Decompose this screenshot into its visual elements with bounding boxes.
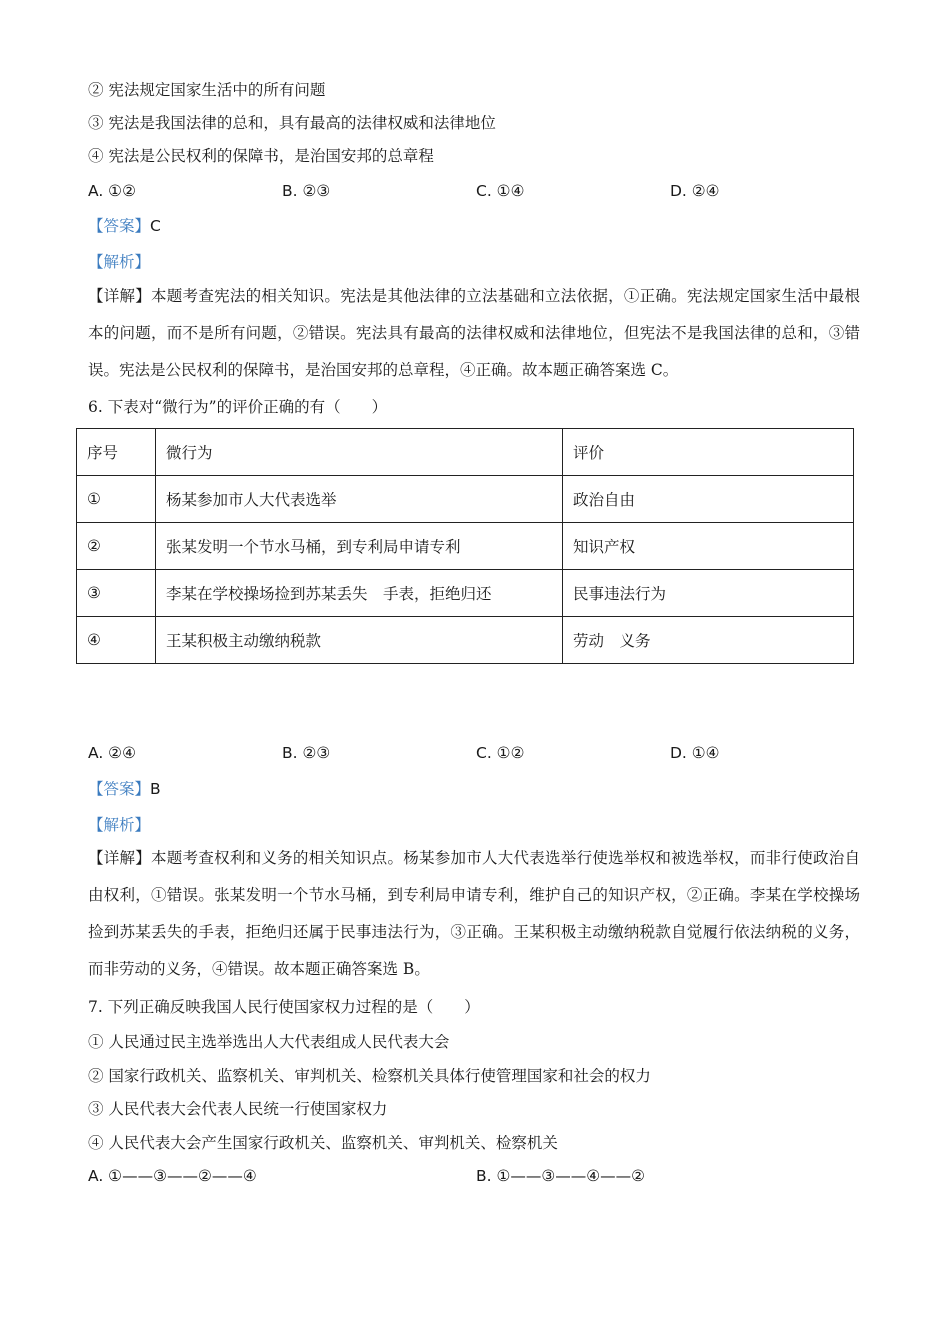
q6-option-a: A. ②④	[88, 744, 136, 762]
table-row	[77, 523, 854, 570]
q6-answer	[88, 778, 161, 800]
q6-stem: 6. 下表对“微行为”的评价正确的有（ ）	[88, 398, 388, 416]
table-cell: ④	[77, 617, 156, 664]
q5-analysis-tag: 【解析】	[88, 253, 151, 271]
table-cell: ②	[77, 523, 156, 570]
q6-answer-value: B	[150, 780, 161, 798]
table-cell: 劳动 义务	[563, 617, 854, 664]
q7-option-a: A. ①——③——②——④	[88, 1167, 257, 1185]
q7-item-1: ① 人民通过民主选举选出人大代表组成人民代表大会	[88, 1033, 450, 1051]
table-cell: 张某发明一个节水马桶，到专利局申请专利	[156, 523, 563, 570]
header-cell: 评价	[563, 429, 854, 476]
q5-option-b: B. ②③	[282, 182, 331, 200]
table-cell: 李某在学校操场捡到苏某丢失 手表，拒绝归还	[156, 570, 563, 617]
q5-item-4: ④ 宪法是公民权利的保障书，是治国安邦的总章程	[88, 147, 434, 165]
q5-option-d: D. ②④	[670, 182, 720, 200]
table-cell: ①	[77, 476, 156, 523]
table-cell: 知识产权	[563, 523, 854, 570]
table-cell: 王某积极主动缴纳税款	[156, 617, 563, 664]
answer-tag: 【答案】	[88, 780, 151, 798]
q6-option-b: B. ②③	[282, 744, 331, 762]
q5-answer-value: C	[150, 217, 161, 235]
table-cell: 民事违法行为	[563, 570, 854, 617]
table-row	[77, 617, 854, 664]
q5-item-3: ③ 宪法是我国法律的总和，具有最高的法律权威和法律地位	[88, 114, 496, 132]
q5-option-c: C. ①④	[476, 182, 525, 200]
q6-option-c: C. ①②	[476, 744, 525, 762]
header-cell: 微行为	[156, 429, 563, 476]
q5-option-a: A. ①②	[88, 182, 136, 200]
q6-detail: 【详解】本题考查权利和义务的相关知识点。杨某参加市人大代表选举行使选举权和被选举权，而非行使政治自由权利，①错误。张某发明一个节水马桶，到专利局申请专利，维护自己的知识产权，②正确。李某在学校操场捡到苏某丢失的手表，拒绝归还属于民事违法行为，③正确。王某积极主动缴纳税款自觉履行依法纳税的义务，而非劳动的义务，④错误。故本题正确答案选 B。	[88, 849, 860, 978]
q7-item-4: ④ 人民代表大会产生国家行政机关、监察机关、审判机关、检察机关	[88, 1134, 558, 1152]
table-header-row	[77, 429, 854, 476]
q5-item-2: ② 宪法规定国家生活中的所有问题	[88, 81, 326, 99]
header-cell: 序号	[77, 429, 156, 476]
q6-table	[76, 428, 854, 664]
table-cell: 政治自由	[563, 476, 854, 523]
q5-detail: 【详解】本题考查宪法的相关知识。宪法是其他法律的立法基础和立法依据，①正确。宪法规定国家生活中最根本的问题，而不是所有问题，②错误。宪法具有最高的法律权威和法律地位，但宪法不是我国法律的总和，③错误。宪法是公民权利的保障书，是治国安邦的总章程，④正确。故本题正确答案选 C。	[88, 287, 860, 379]
table-row	[77, 570, 854, 617]
table-cell: ③	[77, 570, 156, 617]
q7-item-2: ② 国家行政机关、监察机关、审判机关、检察机关具体行使管理国家和社会的权力	[88, 1067, 651, 1085]
answer-tag: 【答案】	[88, 217, 151, 235]
table-cell: 杨某参加市人大代表选举	[156, 476, 563, 523]
q7-stem: 7. 下列正确反映我国人民行使国家权力过程的是（ ）	[88, 998, 480, 1016]
q7-option-b: B. ①——③——④——②	[476, 1167, 646, 1185]
q5-answer	[88, 215, 161, 237]
q6-analysis-tag: 【解析】	[88, 816, 151, 834]
table-row	[77, 476, 854, 523]
q6-option-d: D. ①④	[670, 744, 720, 762]
q7-item-3: ③ 人民代表大会代表人民统一行使国家权力	[88, 1100, 388, 1118]
